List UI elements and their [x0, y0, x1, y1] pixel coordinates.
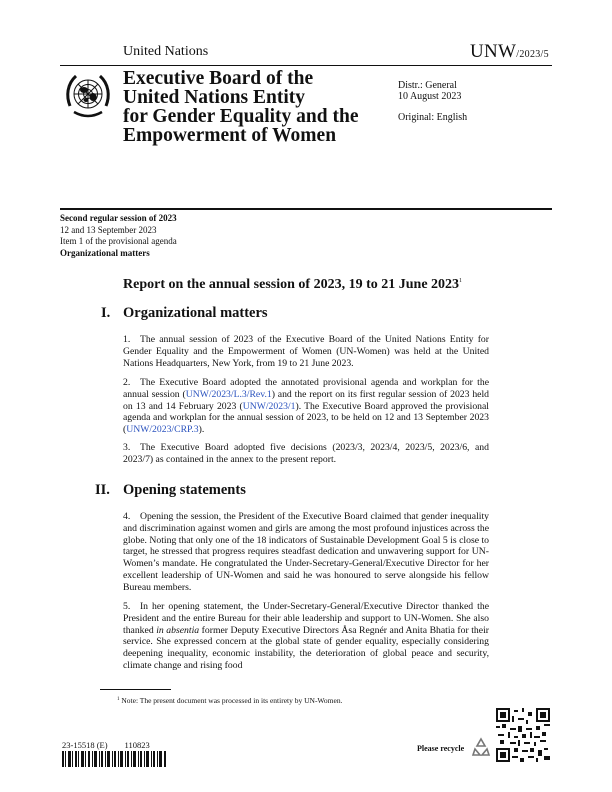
- board-title-line: Executive Board of the: [123, 68, 314, 89]
- paragraph-text: 5. In her opening statement, the Under-Secretary-General/Executive Director thanked the President and the entire Bureau for their able leadership and support to UN-Women. She also thanked: [123, 601, 489, 636]
- paragraph-text: ).: [198, 424, 205, 436]
- document-link[interactable]: UNW/2023/L.3/Rev.1: [185, 388, 272, 400]
- footnote: [117, 696, 342, 705]
- footnote-mark: 1: [117, 697, 120, 702]
- paragraph-5: [123, 601, 489, 672]
- paragraph-2: [123, 377, 489, 436]
- footnote-text: Note: The present document was processed in its entirety by UN-Women.: [121, 696, 343, 705]
- agenda-item: Item 1 of the provisional agenda: [60, 236, 177, 246]
- document-link[interactable]: UNW/2023/CRP.3: [126, 424, 199, 436]
- distribution-block: [398, 80, 461, 102]
- paragraph-text: former Deputy Executive Directors Åsa Regnér and Anita Bhatia for their service. She expressed concern at the global state of gender equality, especially considering deepening inequality, economic instability, the deterioration of global peace and security, climate change and rising food: [123, 624, 489, 671]
- paragraph-text: 2. The Executive Board adopted the annotated provisional agenda and workplan for the annual session (: [123, 377, 489, 400]
- paragraph-4: 4. Opening the session, the President of the Executive Board claimed that gender inequality and discrimination against women and girls are among the most profound injustices across the globe. Noting that only one of the 18 indicators of Sustainable Development Goal 5 is close to target, he stressed that progress requires steadfast dedication and unwavering support for UN-Women’s mandate. He congratulated the Under-Secretary-General/Executive Director for her excellent leadership of UN-Women and said he was honoured to serve alongside his fellow Bureau members.: [123, 511, 489, 593]
- symbol-main: UNW: [470, 41, 517, 62]
- session-name: Second regular session of 2023: [60, 213, 177, 223]
- issue-date: 10 August 2023: [398, 91, 462, 102]
- paragraph-text: ) and the report on its first regular session of 2023 held on 13 and 14 February 2023 (: [123, 388, 489, 412]
- section-number: I.: [101, 305, 111, 321]
- section-heading: Organizational matters: [123, 305, 268, 321]
- section-heading: Opening statements: [123, 482, 246, 498]
- original-language: Original: English: [398, 112, 468, 123]
- paragraph-3: 3. The Executive Board adopted five decisions (2023/3, 2023/4, 2023/5, 2023/6, and 2023/7) as contained in the annex to the present report.: [123, 442, 489, 465]
- organization-name: United Nations: [123, 44, 209, 59]
- document-number: 23-15518 (E) 110823: [62, 740, 150, 750]
- footnote-rule: [100, 689, 171, 690]
- agenda-subject: Organizational matters: [60, 247, 150, 258]
- report-title: [123, 277, 462, 293]
- session-block: [60, 213, 177, 259]
- document-symbol: [470, 41, 549, 63]
- board-title: [123, 69, 385, 145]
- distribution: Distr.: General: [398, 80, 457, 91]
- paragraph-text: ). The Executive Board approved the provisional agenda and workplan for the annual session of 2023, to be held on 12 and 13 September 2023 (: [123, 400, 489, 436]
- recycle-icon: [471, 737, 491, 757]
- report-title-text: Report on the annual session of 2023, 19 to 21 June 2023: [123, 277, 460, 292]
- header-rule: [60, 65, 552, 66]
- section-rule: [60, 208, 552, 210]
- paragraph-italic: in absentia: [156, 624, 200, 636]
- document-link[interactable]: UNW/2023/1: [242, 400, 296, 412]
- barcode-icon: [62, 751, 166, 767]
- qr-code-icon: [496, 708, 550, 762]
- recycle-label: Please recycle: [417, 744, 465, 753]
- board-title-line: for Gender Equality and the: [123, 106, 359, 127]
- session-dates: 12 and 13 September 2023: [60, 224, 157, 235]
- footnote-ref[interactable]: 1: [459, 278, 463, 284]
- un-emblem-icon: [62, 70, 114, 122]
- symbol-suffix: /2023/5: [516, 49, 549, 60]
- section-number: II.: [95, 482, 110, 498]
- board-title-line: Empowerment of Women: [123, 125, 337, 146]
- paragraph-1: 1. The annual session of 2023 of the Executive Board of the United Nations Entity for Gender Equality and the Empowerment of Women (UN-Women) was held at the United Nations Headquarters, New York, from 19 to 21 June 2023.: [123, 334, 489, 369]
- board-title-line: United Nations Entity: [123, 87, 306, 108]
